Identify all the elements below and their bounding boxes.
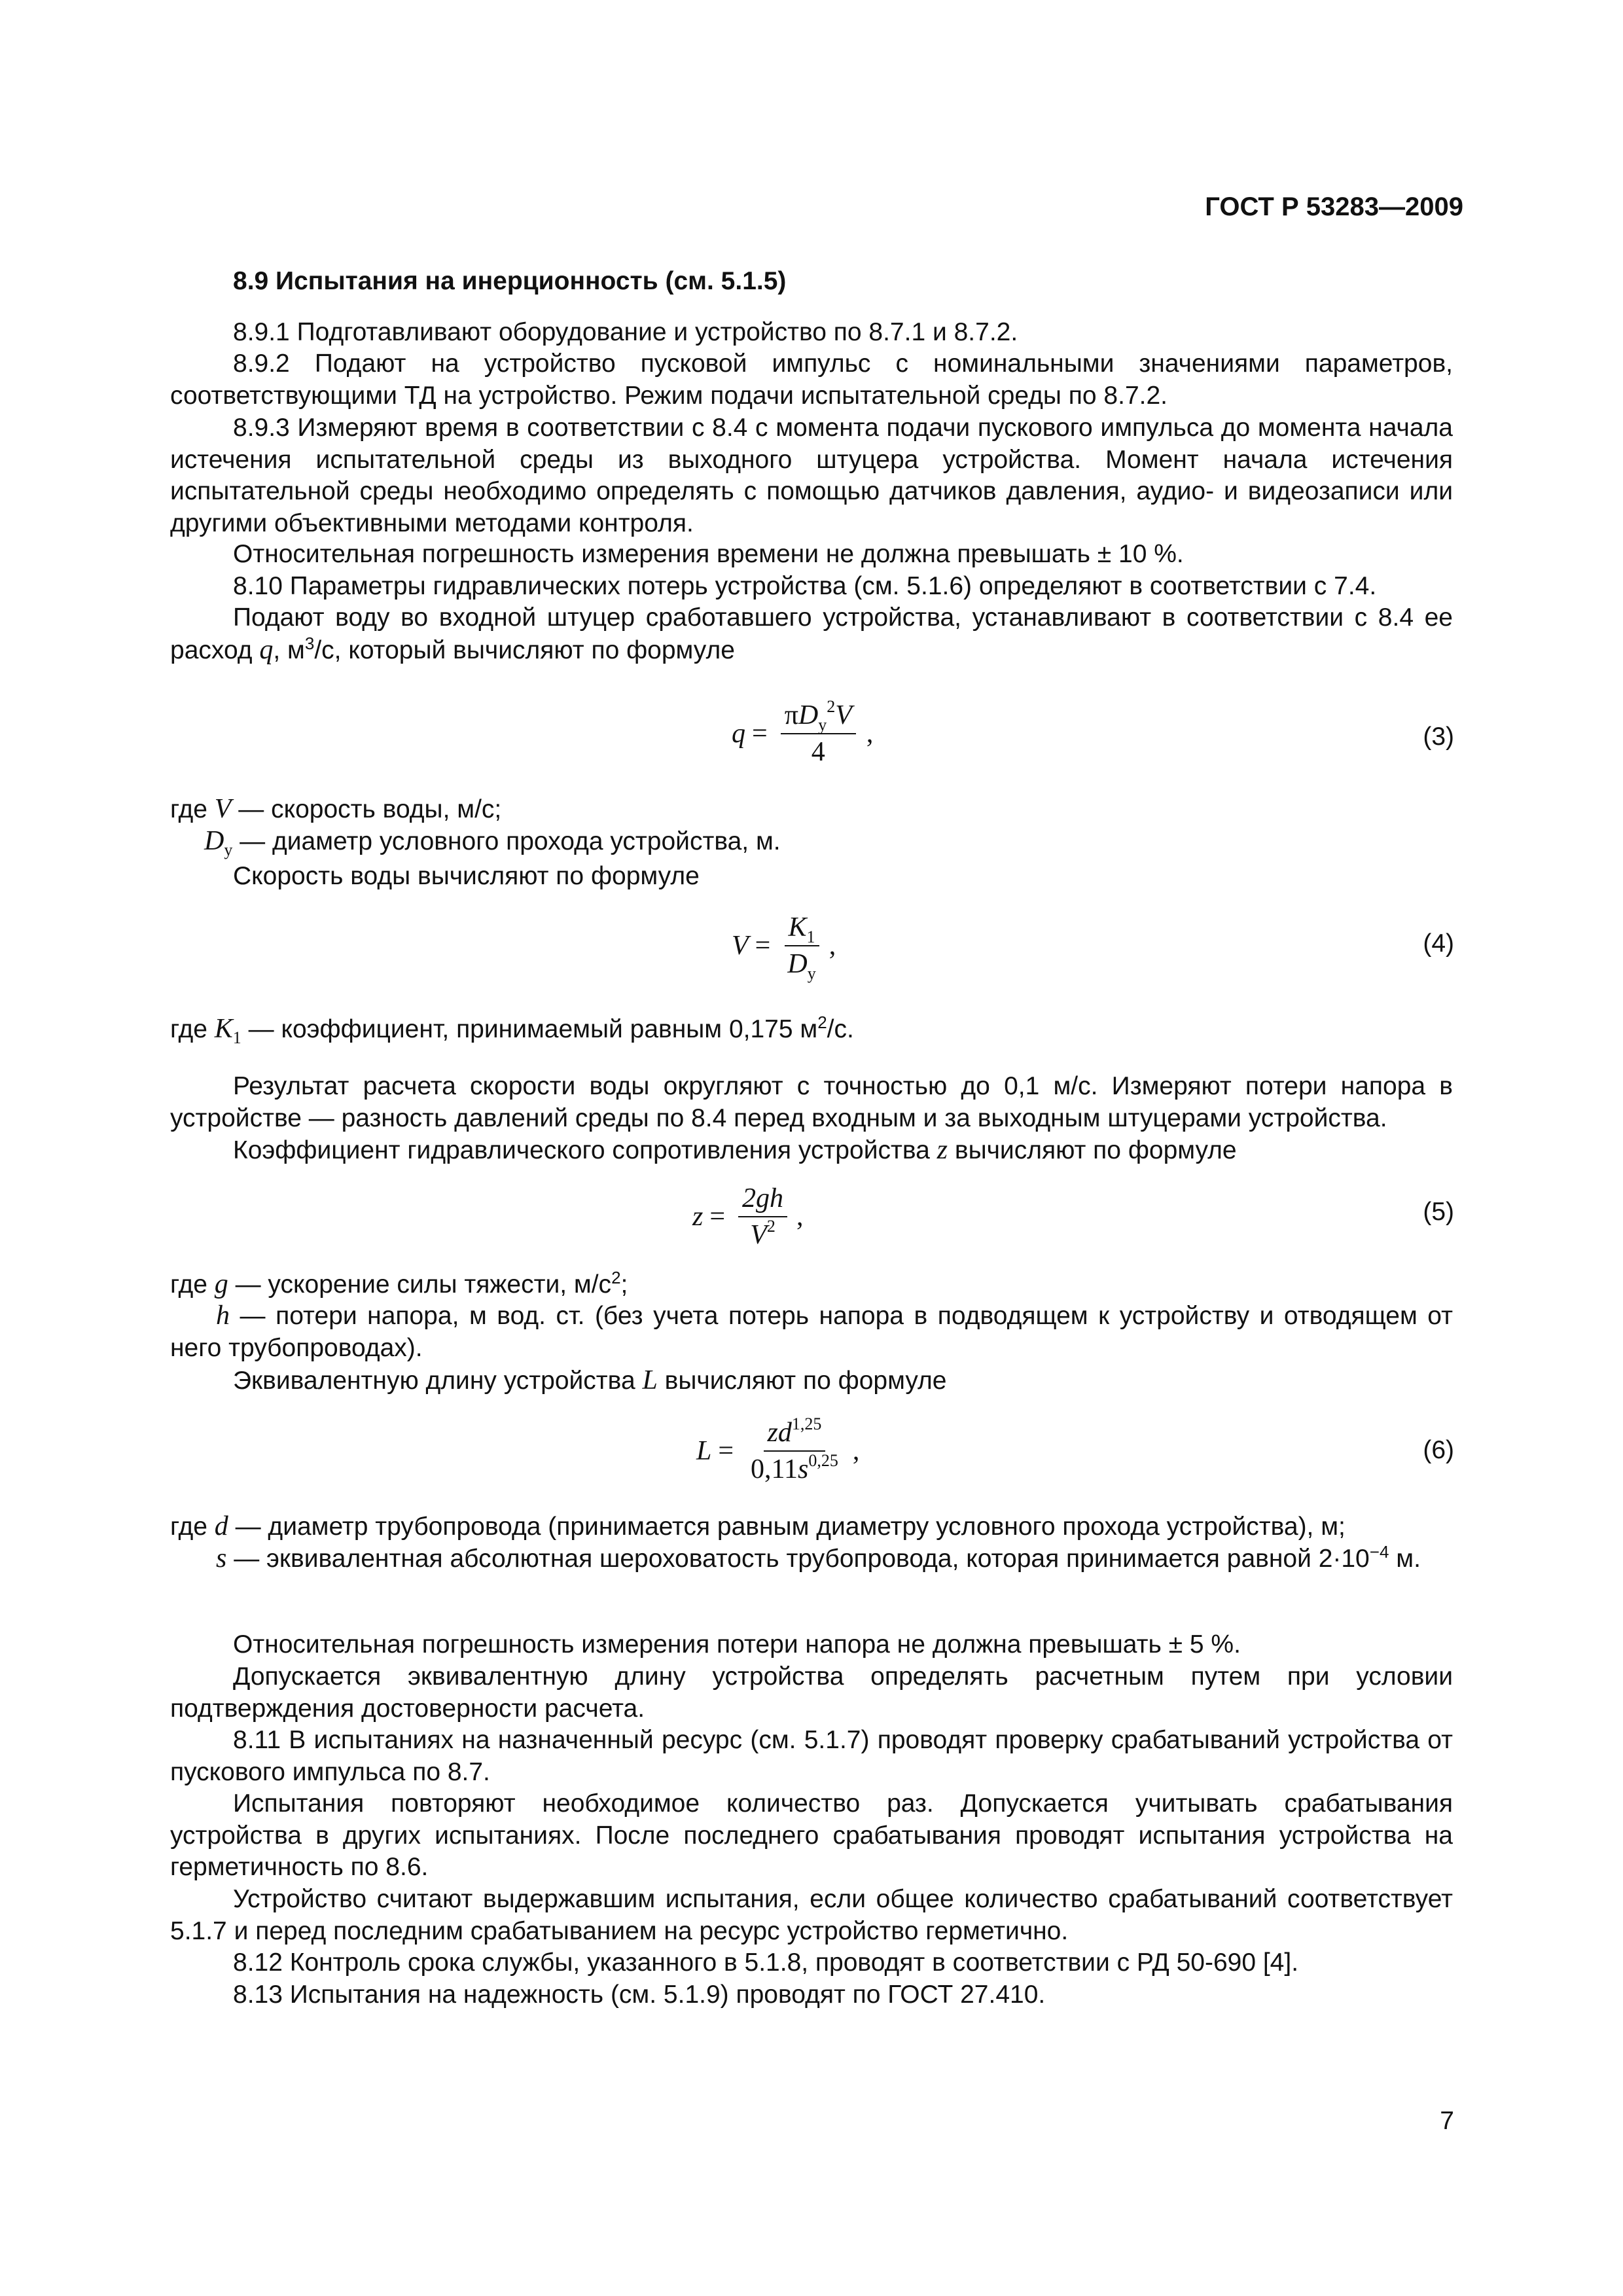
- velocity-formula-intro: Скорость воды вычисляют по формуле: [233, 862, 700, 890]
- formula-3-where-d: $D_у$ — диаметр условного прохода устройства, м.: [204, 826, 781, 859]
- paragraph-time-error: Относительная погрешность измерения времени не должна превышать ± 10 %.: [233, 540, 1184, 568]
- paragraph-8-12: 8.12 Контроль срока службы, указанного в 5.1.8, проводят в соответствии с РД 50-690 [4].: [233, 1948, 1299, 1977]
- paragraph-8-10: 8.10 Параметры гидравлических потерь устройства (см. 5.1.6) определяют в соответствии с 7.4.: [233, 572, 1377, 600]
- formula-6-number: (6): [1423, 1436, 1454, 1464]
- formula-5-where-h: h — потери напора, м вод. ст. (без учета потерь напора в подводящем к устройству и отводящем от него трубопроводах).: [170, 1300, 1453, 1362]
- formula-3-number: (3): [1423, 723, 1454, 751]
- formula-4: V = $\frac{K_1}{D_у}$ ,: [732, 912, 836, 983]
- document-code-header: ГОСТ Р 53283—2009: [1205, 192, 1463, 221]
- formula-3-where-v: где V — скорость воды, м/с;: [170, 794, 502, 824]
- paragraph-8-11: 8.11 В испытаниях на назначенный ресурс (см. 5.1.7) проводят проверку срабатываний устройства от пускового импульса по 8.7.: [170, 1726, 1453, 1786]
- formula-3: q = $\frac{\pi D_у^2V}{4}$ ,: [732, 697, 874, 767]
- formula-5-number: (5): [1423, 1198, 1454, 1226]
- paragraph-repeat-tests: Испытания повторяют необходимое количество раз. Допускается учитывать срабатывания устройства в других испытаниях. После последнего срабатывания проводят испытания устройства на герметичность по 8.6.: [170, 1789, 1453, 1882]
- paragraph-calculation-allowed: Допускается эквивалентную длину устройства определять расчетным путем при условии подтверждения достоверности расчета.: [170, 1662, 1453, 1723]
- formula-6-where-d: где d — диаметр трубопровода (принимается равным диаметру условного прохода устройства), м;: [170, 1511, 1346, 1541]
- coefficient-formula-intro: Коэффициент гидравлического сопротивления устройства z вычисляют по формуле: [233, 1135, 1237, 1165]
- page-number: 7: [1440, 2107, 1454, 2135]
- paragraph-8-9-1: 8.9.1 Подготавливают оборудование и устройство по 8.7.1 и 8.7.2.: [233, 318, 1018, 346]
- formula-4-where-k: где $K_1$ — коэффициент, принимаемый равным 0,175 $м^2/с$.: [170, 1013, 854, 1047]
- paragraph-8-9-2: 8.9.2 Подают на устройство пусковой импульс с номинальными значениями параметров, соответствующими ТД на устройство. Режим подачи испытательной среды по 8.7.2.: [170, 350, 1453, 410]
- equivalent-length-intro: Эквивалентную длину устройства L вычисляют по формуле: [233, 1365, 947, 1395]
- formula-5-where-g: где g — ускорение силы тяжести, $м/с^2$;: [170, 1268, 628, 1299]
- formula-6: L = $\frac{zd^{1,25}}{0,11s^{0,25}}$ ,: [696, 1414, 860, 1484]
- section-8-9-heading: 8.9 Испытания на инерционность (см. 5.1.5): [233, 267, 787, 295]
- formula-4-number: (4): [1423, 929, 1454, 958]
- paragraph-passed-criteria: Устройство считают выдержавшим испытания, если общее количество срабатываний соответствует 5.1.7 и перед последним срабатыванием на ресурс устройство герметично.: [170, 1885, 1453, 1945]
- paragraph-head-loss-error: Относительная погрешность измерения потери напора не должна превышать ± 5 %.: [233, 1630, 1241, 1659]
- paragraph-velocity-rounding: Результат расчета скорости воды округляют с точностью до 0,1 м/с. Измеряют потери напора в устройстве — разность давлений среды по 8.4 перед входным и за выходным штуцерами устройства.: [170, 1072, 1453, 1132]
- formula-6-where-s: s — эквивалентная абсолютная шероховатость трубопровода, которая принимается равной $2\cdot 10^{-4}$ м.: [216, 1542, 1421, 1573]
- paragraph-8-9-3: 8.9.3 Измеряют время в соответствии с 8.4 с момента подачи пускового импульса до момента начала истечения испытательной среды из выходного штуцера устройства. Момент начала истечения испытательной среды необходимо определять с помощью датчиков давления, аудио- и видеозаписи или другими объективными методами контроля.: [170, 414, 1453, 537]
- paragraph-flow-rate: Подают воду во входной штуцер сработавшего устройства, устанавливают в соответствии с 8.4 ее расход q, $м^3/с$, который вычисляют по формуле: [170, 603, 1453, 665]
- paragraph-8-13: 8.13 Испытания на надежность (см. 5.1.9) проводят по ГОСТ 27.410.: [233, 1981, 1046, 2009]
- formula-5: z = $\frac{2gh}{V^2}$ ,: [692, 1183, 804, 1250]
